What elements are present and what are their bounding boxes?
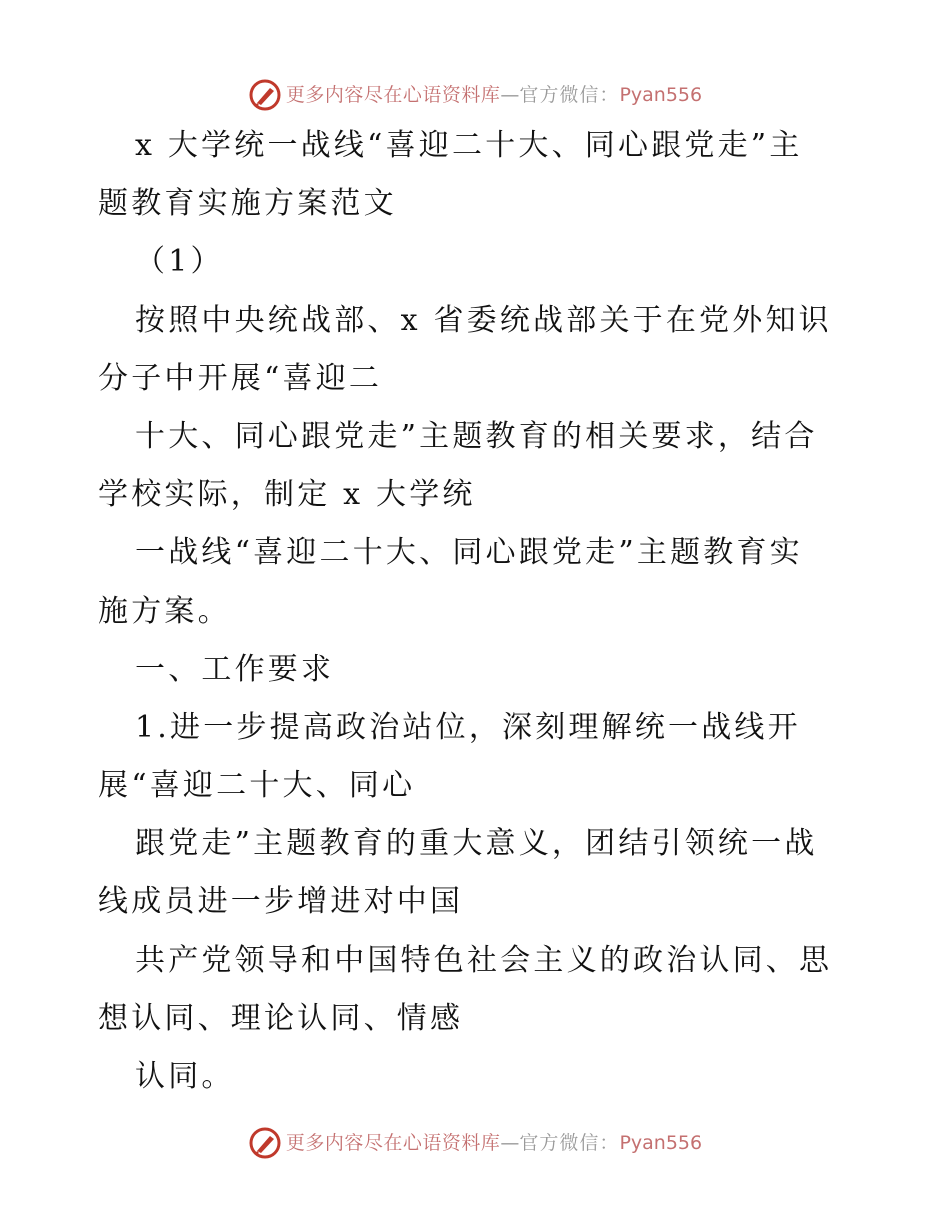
paragraph-line: 施方案。 (98, 593, 231, 629)
paragraph-line: 共产党领导和中国特色社会主义的政治认同、思 (135, 942, 833, 978)
watermark-dash: — (500, 1132, 520, 1154)
header-watermark (0, 78, 950, 112)
paragraph-line: 1.进一步提高政治站位，深刻理解统一战线开 (135, 709, 801, 745)
paragraph-line: 十大、同心跟党走”主题教育的相关要求，结合 (135, 418, 818, 454)
paragraph-line: 认同。 (135, 1059, 235, 1094)
paragraph-line: 一、工作要求 (135, 651, 335, 687)
paragraph-line: 线成员进一步增进对中国 (98, 884, 464, 920)
watermark-wechat-id: Pyan556 (619, 84, 703, 106)
footer-watermark (0, 1126, 950, 1160)
paragraph-line: x 大学统一战线“喜迎二十大、同心跟党走”主 (135, 128, 803, 163)
watermark-main-text: 更多内容尽在心语资料库 (285, 84, 501, 106)
watermark-dash: — (500, 84, 520, 106)
paragraph-line: 按照中央统战部、x 省委统战部关于在党外知识 (135, 302, 832, 338)
watermark-main-text: 更多内容尽在心语资料库 (285, 1132, 501, 1154)
paragraph-line: 学校实际，制定 x 大学统 (98, 477, 476, 513)
paragraph-line: 想认同、理论认同、情感 (98, 1000, 464, 1036)
pen-logo-icon (248, 1126, 282, 1160)
paragraph-line: 一战线“喜迎二十大、同心跟党走”主题教育实 (135, 535, 803, 571)
paragraph-line: 分子中开展“喜迎二 (98, 360, 383, 396)
watermark-wechat-label: 官方微信： (519, 1132, 620, 1154)
paragraph-line: 题教育实施方案范文 (98, 186, 397, 222)
watermark-wechat-id: Pyan556 (619, 1132, 703, 1154)
paragraph-line: 跟党走”主题教育的重大意义，团结引领统一战 (135, 826, 818, 862)
pen-logo-icon (248, 78, 282, 112)
paragraph-line: 展“喜迎二十大、同心 (98, 768, 416, 804)
watermark-wechat-label: 官方微信： (519, 84, 620, 106)
document-body (98, 117, 858, 1106)
paragraph-line: （1） (135, 244, 224, 280)
